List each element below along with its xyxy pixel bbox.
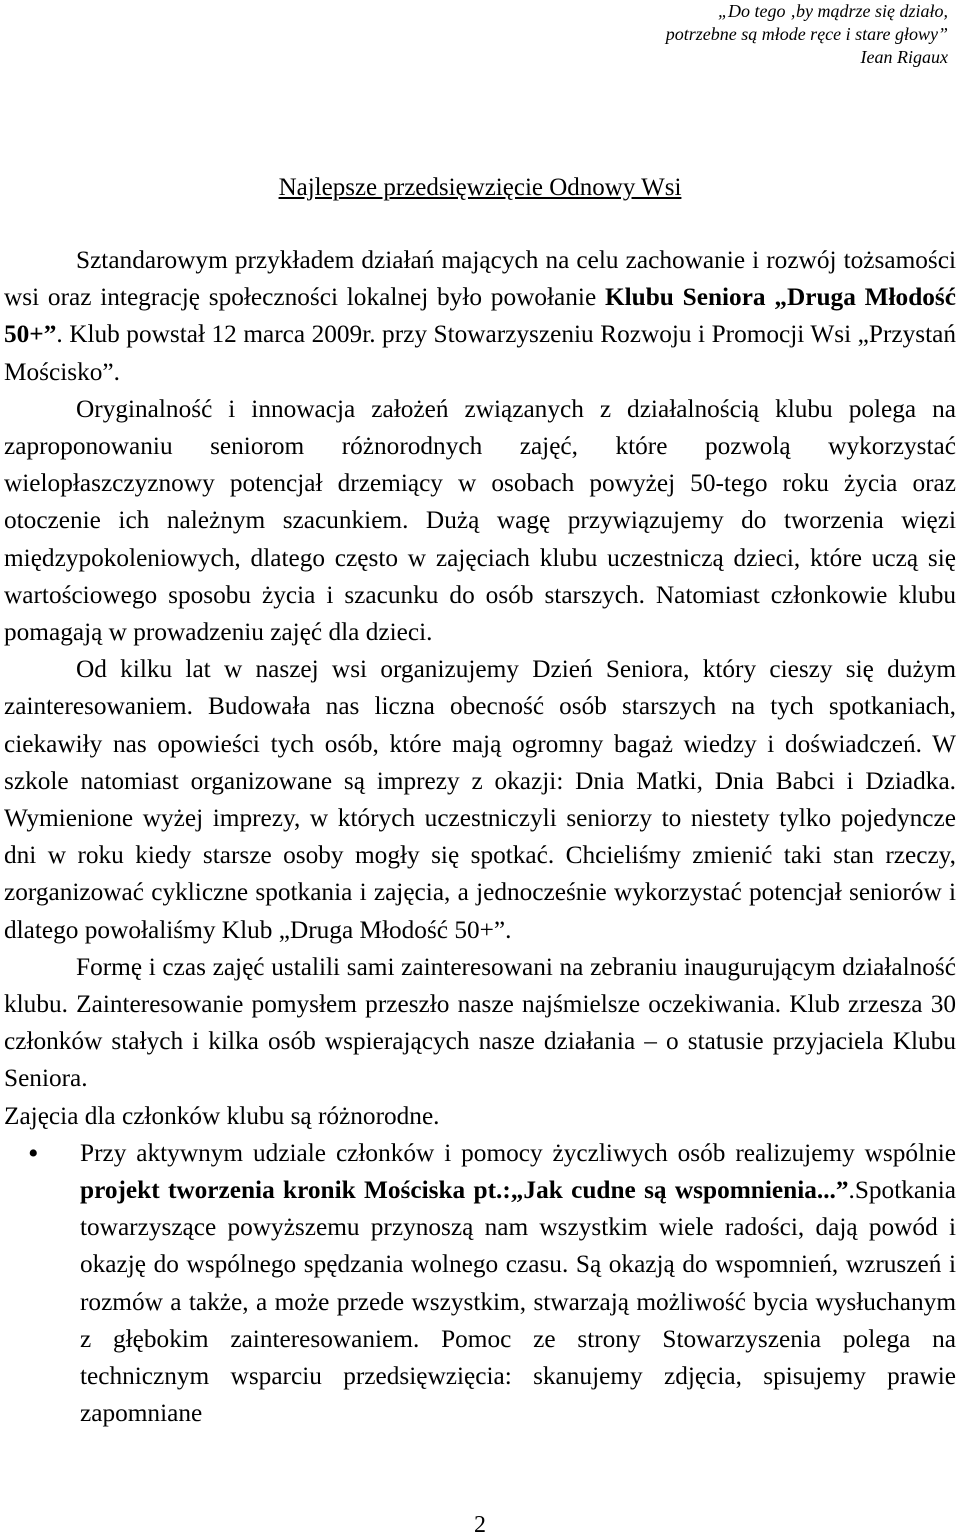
paragraph-5: Zajęcia dla członków klubu są różnorodne. [4,1101,440,1130]
bullet-list [4,1135,956,1433]
paragraph-1-text-a: Sztandarowym przykładem działań mających na celu zachowanie i rozwój tożsamości wsi oraz integrację społeczności lokalnej było powołanie [4,246,956,312]
paragraph-1-text-b: . Klub powstał 12 marca 2009r. przy Stowarzyszeniu Rozwoju i Promocji Wsi „Przystań Mościsko”. [4,320,956,386]
epigraph-line-2: potrzebne są młode ręce i stare głowy” [665,24,948,44]
bullet-1-text-b: .Spotkania towarzyszące powyższemu przynoszą nam wszystkim wiele radości, dają powód i okazję do wspólnego spędzania wolnego czasu. Są okazją do wspomnień, wzruszeń i rozmów a także, a może przede wszystkim, stwarzają możliwość bycia wysłuchanym z głębokim zainteresowaniem. Pomoc ze strony Stowarzyszenia polega na technicznym wsparciu przedsięwzięcia: skanujemy zdjęcia, spisujemy prawie zapomniane [80,1176,956,1428]
club-name-bold: Klubu Seniora „Druga Młodość 50+” [4,283,956,349]
page-title: Najlepsze przedsięwzięcie Odnowy Wsi [278,174,682,201]
paragraph-4: Formę i czas zajęć ustalili sami zainteresowani na zebraniu inaugurującym działalność klubu. Zainteresowanie pomysłem przeszło nasze najśmielsze oczekiwania. Klub zrzesza 30 członków stałych i kilka osób wspierających nasze działania – o statusie przyjaciela Klubu Seniora. [4,952,956,1093]
epigraph [666,0,948,69]
bullet-item-1 [4,1135,956,1433]
paragraph-1 [4,242,956,391]
page-number: 2 [474,1512,486,1538]
document-body [4,242,956,1433]
epigraph-line-1: „Do tego ‚by mądrze się działo, [718,1,948,21]
bullet-1-text-a: Przy aktywnym udziale członków i pomocy życzliwych osób realizujemy wspólnie [80,1138,956,1167]
epigraph-author: Iean Rigaux [860,47,948,67]
paragraph-2: Oryginalność i innowacja założeń związanych z działalnością klubu polega na zaproponowaniu seniorom różnorodnych zajęć, które pozwolą wykorzystać wielopłaszczyznowy potencjał drzemiący w osobach powyżej 50-tego roku życia oraz otoczenie ich należnym szacunkiem. Dużą wagę przywiązujemy do tworzenia więzi międzypokoleniowych, dlatego często w zajęciach klubu uczestniczą dzieci, które uczą się wartościowego sposobu życia i szacunku do osób starszych. Natomiast członkowie klubu pomagają w prowadzeniu zajęć dla dzieci. [4,394,956,647]
paragraph-3: Od kilku lat w naszej wsi organizujemy Dzień Seniora, który cieszy się dużym zainteresowaniem. Budowała nas liczna obecność osób starszych na tych spotkaniach, ciekawiły nas opowieści tych osób, które mają ogromny bagaż wiedzy i doświadczeń. W szkole natomiast organizowane są imprezy z okazji: Dnia Matki, Dnia Babci i Dziadka. Wymienione wyżej imprezy, w których uczestniczyli seniorzy to niestety tylko pojedyncze dni w roku kiedy starsze osoby mogły się spotkać. Chcieliśmy zmienić taki stan rzeczy, zorganizować cykliczne spotkania i zajęcia, a jednocześnie wykorzystać potencjał seniorów i dlatego powołaliśmy Klub „Druga Młodość 50+”. [4,655,956,944]
project-name-bold: projekt tworzenia kronik Mościska pt.:„Jak cudne są wspomnienia...” [80,1176,849,1205]
